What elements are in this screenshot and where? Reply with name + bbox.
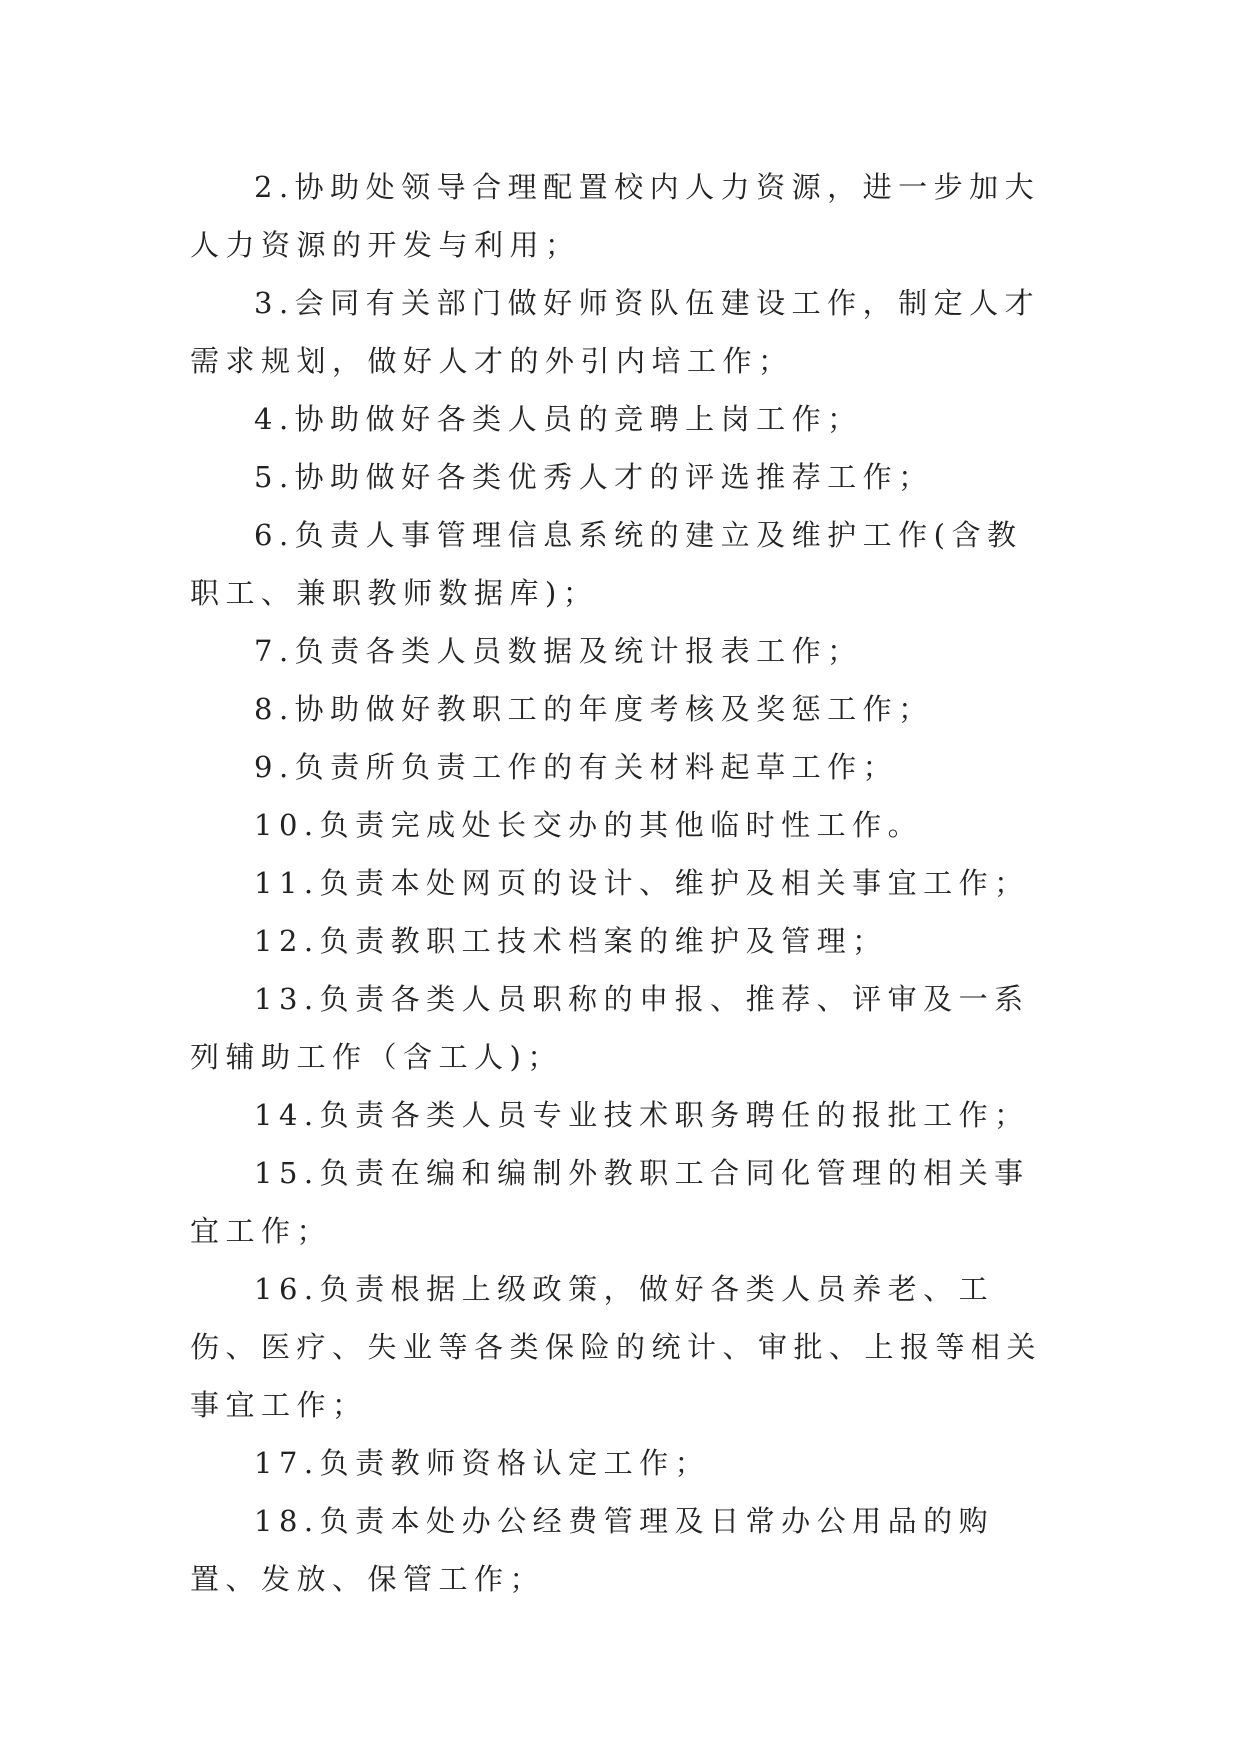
paragraph-item-11: 11.负责本处网页的设计、维护及相关事宜工作； xyxy=(254,866,1030,900)
paragraph-item-16: 16.负责根据上级政策，做好各类人员养老、工伤、医疗、失业等各类保险的统计、审批、上报等相关事宜工作； xyxy=(190,1272,1043,1422)
paragraph-item-12: 12.负责教职工技术档案的维护及管理； xyxy=(254,924,888,958)
paragraph-item-3: 3.会同有关部门做好师资队伍建设工作，制定人才需求规划，做好人才的外引内培工作； xyxy=(190,286,1041,378)
paragraph-item-17: 17.负责教师资格认定工作； xyxy=(254,1446,711,1480)
paragraph-item-9: 9.负责所负责工作的有关材料起草工作； xyxy=(254,750,899,784)
paragraph-item-18: 18.负责本处办公经费管理及日常办公用品的购置、发放、保管工作； xyxy=(190,1504,995,1596)
paragraph-item-13: 13.负责各类人员职称的申报、推荐、评审及一系列辅助工作（含工人)； xyxy=(190,982,1030,1074)
paragraph-item-15: 15.负责在编和编制外教职工合同化管理的相关事宜工作； xyxy=(190,1156,1030,1248)
paragraph-item-14: 14.负责各类人员专业技术职务聘任的报批工作； xyxy=(254,1098,1030,1132)
document-body xyxy=(190,158,1050,1608)
paragraph-item-5: 5.协助做好各类优秀人才的评选推荐工作； xyxy=(254,460,934,494)
paragraph-item-7: 7.负责各类人员数据及统计报表工作； xyxy=(254,634,863,668)
paragraph-item-8: 8.协助做好教职工的年度考核及奖惩工作； xyxy=(254,692,934,726)
paragraph-item-6: 6.负责人事管理信息系统的建立及维护工作(含教职工、兼职教师数据库)； xyxy=(190,518,1023,610)
paragraph-item-4: 4.协助做好各类人员的竞聘上岗工作； xyxy=(254,402,863,436)
paragraph-item-10: 10.负责完成处长交办的其他临时性工作。 xyxy=(254,808,924,842)
paragraph-item-2: 2.协助处领导合理配置校内人力资源，进一步加大人力资源的开发与利用； xyxy=(190,170,1041,262)
